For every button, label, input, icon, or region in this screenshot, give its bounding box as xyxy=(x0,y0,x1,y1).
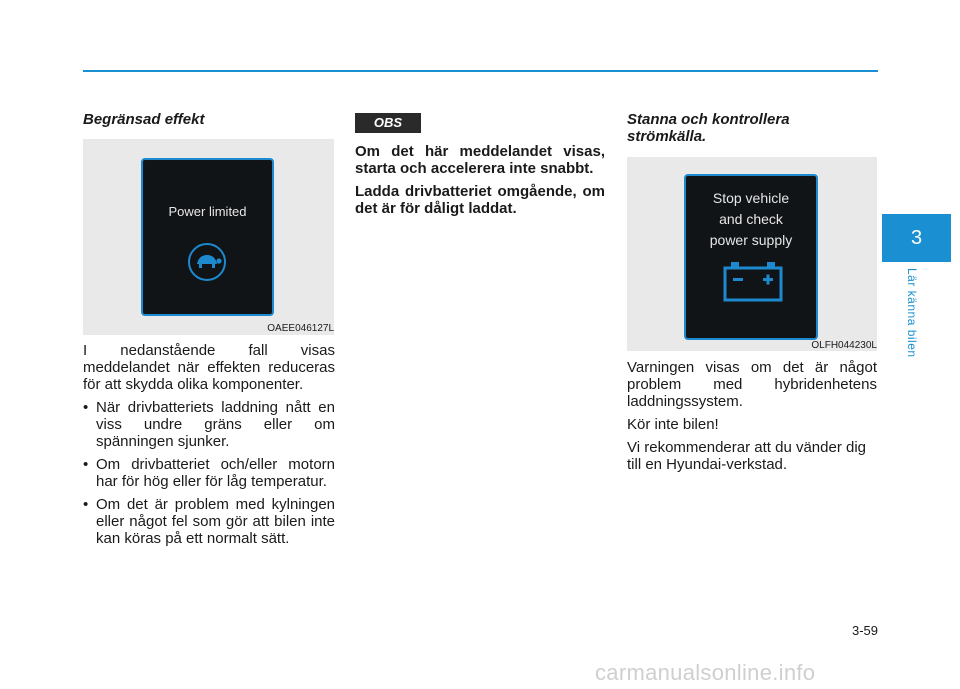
section-heading-stop-vehicle: Stanna och kontrollera strömkälla. xyxy=(627,111,790,145)
message-line: and check xyxy=(719,211,783,227)
list-item: • När drivbatteriets laddning nått en viss undre gräns eller om spänningen sjunker. xyxy=(83,399,335,450)
message-line: Stop vehicle xyxy=(712,190,790,206)
power-limited-figure xyxy=(83,139,334,335)
note-paragraph: Ladda drivbatteriet omgående, om det är för dåligt laddat. xyxy=(355,183,605,217)
stop-vehicle-message xyxy=(686,188,816,251)
turtle-icon xyxy=(187,242,227,287)
watermark: carmanualsonline.info xyxy=(595,660,816,685)
battery-icon xyxy=(723,260,783,307)
obs-badge: OBS xyxy=(355,113,421,133)
body-paragraph: Vi rekommenderar att du vänder dig till en Hyundai-verkstad. xyxy=(627,439,867,473)
left-column xyxy=(83,111,335,134)
message-line: power supply xyxy=(709,232,793,248)
list-item: • Om drivbatteriet och/eller motorn har för hög eller för låg temperatur. xyxy=(83,456,335,490)
page-number: 3-59 xyxy=(851,623,878,638)
power-limited-screen xyxy=(141,158,274,316)
body-paragraph: Varningen visas om det är något problem med hybridenhetens laddningssystem. xyxy=(627,359,877,410)
figure-code-left: OAEE046127L xyxy=(267,323,334,334)
section-heading-power-limited: Begränsad effekt xyxy=(83,111,205,128)
middle-column xyxy=(355,143,605,223)
power-limited-text: Power limited xyxy=(168,204,247,219)
conditions-list xyxy=(83,399,335,547)
intro-paragraph: I nedanstående fall visas meddelandet när effekten reduceras för att skydda olika komponenter. xyxy=(83,342,335,393)
right-body xyxy=(627,359,877,479)
list-item: • Om det är problem med kylningen eller något fel som gör att bilen inte kan köras på ett normalt sätt. xyxy=(83,496,335,547)
left-body xyxy=(83,342,335,553)
note-paragraph: Om det här meddelandet visas, starta och accelerera inte snabbt. xyxy=(355,143,605,177)
stop-vehicle-screen xyxy=(684,174,818,340)
top-rule xyxy=(83,70,878,72)
right-column-heading xyxy=(627,111,877,151)
stop-vehicle-figure xyxy=(627,157,877,351)
figure-code-right: OLFH044230L xyxy=(811,340,877,351)
chapter-label: Lär känna bilen xyxy=(905,268,919,358)
chapter-tab[interactable]: 3 xyxy=(882,214,951,262)
body-paragraph: Kör inte bilen! xyxy=(627,416,719,433)
